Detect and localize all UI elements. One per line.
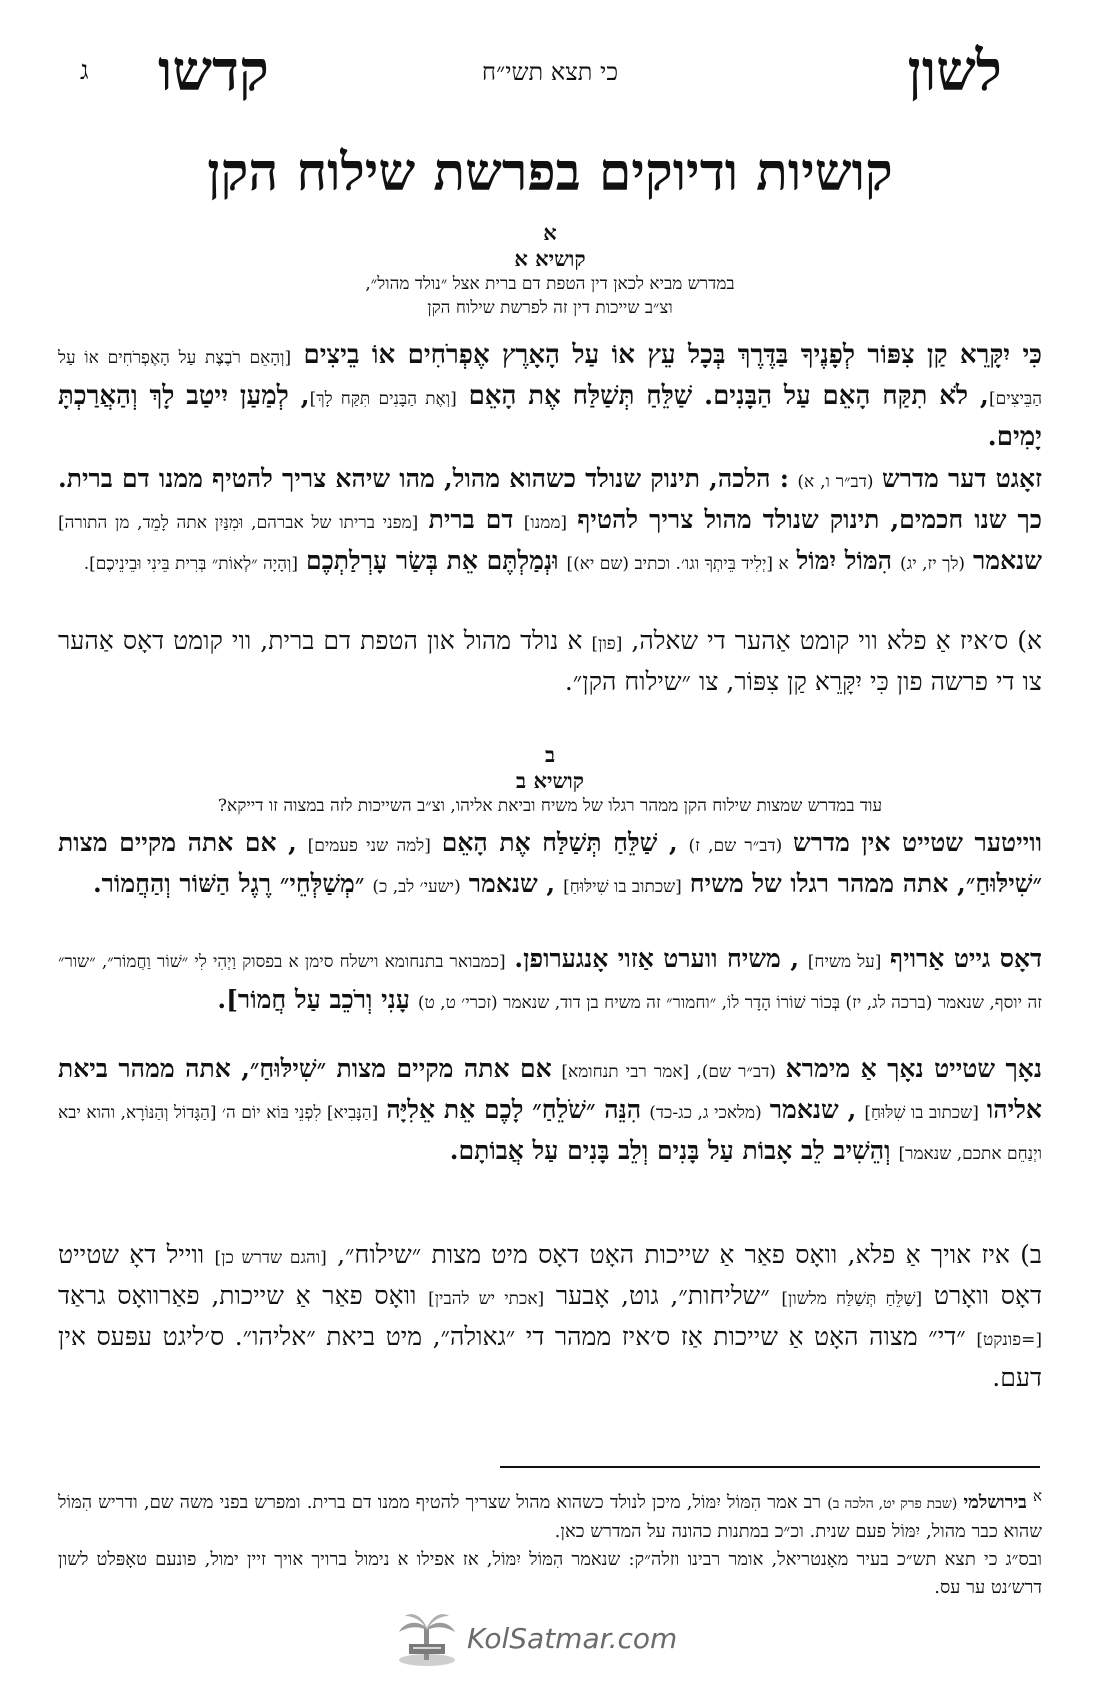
paragraph-note: [שכתוב בו שִׁילּוּחַ] [563, 877, 682, 897]
paragraph-lead: נאָך שטייט נאָך אַ מימרא [785, 1054, 1042, 1083]
footnote-text: רב אמר הִמּוֹל יִמּוֹל, מיכן לנולד כשהוא מהול שצריך להטיף ממנו דם ברית. ומפרש בפני משה שם, ודריש הִמּוֹל שהוא כבר מהול, יִמּוֹל פעם שנית. וכ״כ במתנות כהונה על המדרש כאן. [58, 1492, 1042, 1542]
header-title-left: קדשו [158, 38, 269, 104]
question-text: ב) איז אויך אַ פלא, וואָס פאַר אַ שייכות האָט דאָס מיט מצות ״שילוח״, [337, 1240, 1042, 1269]
question-text: וואָס פאַר אַ שייכות, פאַרוואָס גראַד [58, 1281, 417, 1310]
paragraph-note: (דב״ר שם), [אמר רבי תנחומא] [561, 1062, 776, 1082]
paragraph-text: עָנִי וְרֹכֵב עַל חֲמוֹר]. [217, 985, 410, 1014]
section-b [58, 742, 1042, 818]
section-b-subtitle-1: עוד במדרש שמצות שילוח הקן ממהר רגלו של משיח וביאת אליהו, וצ״ב השייכות לזה במצוה זו דייקא? [217, 796, 883, 816]
paragraph-note: (מלאכי ג, כג-כד) [649, 1103, 762, 1123]
section-a-subtitle-2: וצ״ב שייכות דין זה לפרשת שילוח הקן [427, 298, 673, 318]
paragraph-text: , אם אתה מקיים מצות ״שִׁילּוּחַ״, אתה ממהר רגלו של משיח [58, 828, 1042, 898]
section-a-letter: א [543, 220, 557, 245]
paragraph-note: [למה שני פעמים] [307, 836, 431, 856]
paragraph-note: [הַנָּבִיא] לִפְנֵי בּוֹא יוֹם ה׳ [הַגָּדוֹל וְהַנּוֹרָא, והוא יבא ויְנַחֵם אתכם, שנאמר] [58, 1103, 1042, 1164]
paragraph-text: ״מְשַׁלְּחֵי״ רֶגֶל הַשּׁוֹר וְהַחֲמוֹר. [92, 869, 365, 898]
source-ref: (דב״ר שם, ז) [688, 836, 783, 856]
verse-note-2: [וְאֶת הַבָּנִים תִּקַּח לָךְ] [309, 389, 457, 409]
section-a-paragraph-1 [58, 460, 1042, 583]
logo-brand: KolSatmar [467, 1622, 609, 1655]
section-b-heading: קושיא ב [516, 768, 584, 793]
paragraph-text: אם אתה מקיים מצות ״שִׁילּוּחַ״, אתה ממהר ביאת אליהו [58, 1054, 1042, 1124]
question-text: א נולד מהול און הטפת דם ברית, ווי קומט דאָס אַהער צו די פרשה פון כִּי יִקָּרֵא קַן צִפּוֹר, צו ״שילוח הקן״. [58, 626, 1042, 696]
paragraph-note: [וְהָיָה ״לְאוֹת״ בְּרִית בֵּינִי וּבֵינֵיכֶם]. [83, 554, 299, 574]
footnote-divider [500, 1466, 1040, 1468]
question-note: [פון] [591, 634, 623, 654]
page-number: ג [80, 56, 89, 86]
paragraph-text: : הלכה, תינוק שנולד כשהוא מהול, מהו שיהא צריך להטיף ממנו דם ברית. כך שנו חכמים, תינוק שנולד מהול צריך להטיף [58, 464, 1043, 534]
question-text: ״די״ מצוה האָט אַ שייכות אַז ס׳איז ממהר די ״גאולה״, מיט ביאת ״אליהו״. ס׳ליגט עפּעס אין דעם. [58, 1322, 1042, 1392]
question-note: [=פונקט] [976, 1330, 1042, 1350]
section-b-question [58, 1236, 1042, 1396]
section-a-verse: כִּי יִקָּרֵא קַן צִפּוֹר לְפָנֶיךָ בַּדֶּרֶךְ בְּכָל עֵץ אוֹ עַל הָאָרֶץ אֶפְרֹחִים אוֹ בֵיצִים [וְהָאֵם רֹבֶצֶת עַל הָאֶפְרֹחִים אוֹ עַל הַבֵּיצִים], לֹא תִקַּח הָאֵם עַל הַבָּנִים. שַׁלֵּחַ תְּשַׁלַּח אֶת הָאֵם [וְאֶת הַבָּנִים תִּקַּח לָךְ], לְמַעַן יִיטַב לָךְ וְהַאֲרַכְתָּ יָמִים. [58, 340, 1043, 452]
section-a-subtitle-1: במדרש מביא לכאן דין הטפת דם ברית אצל ״נולד מהול״, [365, 274, 735, 294]
verse-note-1: [וְהָאֵם רֹבֶצֶת עַל הָאֶפְרֹחִים אוֹ עַל הַבֵּיצִים] [58, 348, 1042, 409]
section-a [58, 220, 1042, 320]
question-text: א) ס׳איז אַ פלא ווי קומט אַהער די שאלה, [631, 626, 1043, 655]
paragraph-text: , משיח ווערט אַזוי אָנגערופן. [514, 944, 800, 973]
verse-part-1: כִּי יִקָּרֵא קַן צִפּוֹר לְפָנֶיךָ בַּדֶּרֶךְ בְּכָל עֵץ אוֹ עַל הָאָרֶץ אֶפְרֹחִים אוֹ בֵיצִים [303, 340, 1043, 370]
footnote-ref: (שבת פרק יט, הלכה ב) [827, 1496, 958, 1512]
page-header [58, 36, 1042, 106]
section-a-heading: קושיא א [514, 246, 586, 271]
paragraph-text: , שַׁלֵּחַ תְּשַׁלַּח אֶת הָאֵם [441, 828, 678, 857]
verse-part-2: לֹא תִקַּח הָאֵם עַל הַבָּנִים. שַׁלֵּחַ תְּשַׁלַּח אֶת הָאֵם [468, 381, 969, 411]
paragraph-text: הִנֵּה ״שֹׁלֵחַ״ לָכֶם אֵת אֵלִיָּה [386, 1095, 642, 1124]
paragraph-note: (לך יז, יג) [900, 554, 966, 574]
logo-domain: .com [608, 1622, 678, 1655]
logo-text [467, 1622, 677, 1655]
source-ref: (דב״ר ו, א) [797, 472, 874, 492]
paragraph-text: , שנאמר [769, 1095, 857, 1124]
section-b-paragraph-3 [58, 1050, 1042, 1173]
section-b-paragraph-1 [58, 824, 1042, 906]
footnote-2 [58, 1546, 1042, 1602]
paragraph-text: שנאמר [973, 546, 1042, 575]
section-b-letter: ב [544, 742, 556, 767]
paragraph-note: (ישעי׳ לב, כ) [372, 877, 461, 897]
paragraph-note: [כמבואר בתנחומא וישלח סימן א בפסוק וַיְהִי לִי ״שׁוֹר וַחֲמוֹר״, ״שור״ זה יוסף, שנאמר (ברכה לג, יז) בְּכוֹר שׁוֹרוֹ הָדָר לוֹ, ״וחמור״ זה משיח בן דוד, שנאמר (זכרי׳ ט, ט) [58, 952, 1042, 1013]
main-title: קושיות ודיוקים בפרשת שילוח הקן [207, 142, 893, 203]
question-note: [והגם שדרש כן] [214, 1248, 327, 1268]
footnote-lead: בירושלמי [963, 1492, 1027, 1513]
header-title-right: לשון [907, 38, 1002, 104]
verse-part-3: לְמַעַן יִיטַב לָךְ וְהַאֲרַכְתָּ יָמִים. [58, 381, 1042, 452]
footnote-marker: א [1032, 1487, 1042, 1505]
question-text: ״שליחות״, גוט, אָבער [555, 1281, 770, 1310]
paragraph-note: [ממנו] [523, 513, 568, 533]
paragraph-text: דם ברית [428, 505, 514, 534]
footnote-1 [58, 1482, 1042, 1546]
paragraph-lead: דאָס גייט אַרויף [890, 944, 1043, 973]
paragraph-text: וְהֵשִׁיב לֵב אָבוֹת עַל בָּנִים וְלֵב בָּנִים עַל אֲבוֹתָם. [449, 1136, 891, 1165]
paragraph-note: א [יְלִיד בֵּיתְךָ וגו׳. וכתיב (שם יא)] [566, 554, 789, 574]
question-text: ווייל דאָ שטייט דאָס וואָרט [58, 1240, 1042, 1310]
footnote-text: ובס״ג כי תצא תש״כ בעיר מאָנטריאל, אומר רבינו וזלה״ק: שנאמר הִמּוֹל יִמּוֹל, אז אפילו א נימול ברויך אויך זיין ימול, פונעם טאָפּלט לשון דרש׳נט ער עס. [58, 1549, 1042, 1598]
paragraph-text: הִמּוֹל יִמּוֹל [796, 546, 893, 575]
kolsatmar-logo [395, 1610, 695, 1670]
question-note: [אכתי יש להבין] [428, 1289, 545, 1309]
paragraph-note: [על משיח] [807, 952, 882, 972]
paragraph-note: [מפני בריתו של אברהם, וּמִנַּיִן אתה לָמֵד, מן התורה] [58, 513, 419, 533]
section-a-question [58, 622, 1042, 700]
paragraph-lead: זאָגט דער מדרש [882, 464, 1043, 493]
paragraph-text: , שנאמר [468, 869, 556, 898]
header-issue: כי תצא תשי״ח [481, 58, 619, 86]
footnotes [58, 1482, 1042, 1602]
palm-tree-icon [395, 1610, 459, 1668]
question-note: [שַׁלֵּחַ תְּשַׁלַּח מלשון] [781, 1289, 923, 1309]
section-b-paragraph-2 [58, 940, 1042, 1022]
paragraph-lead: ווייטער שטייט אין מדרש [793, 828, 1042, 857]
paragraph-text: וּנְמַלְתֶּם אֵת בְּשַׂר עָרְלַתְכֶם [305, 546, 559, 575]
paragraph-note: [שכתוב בו שִׁלּוּחַ] [864, 1103, 979, 1123]
